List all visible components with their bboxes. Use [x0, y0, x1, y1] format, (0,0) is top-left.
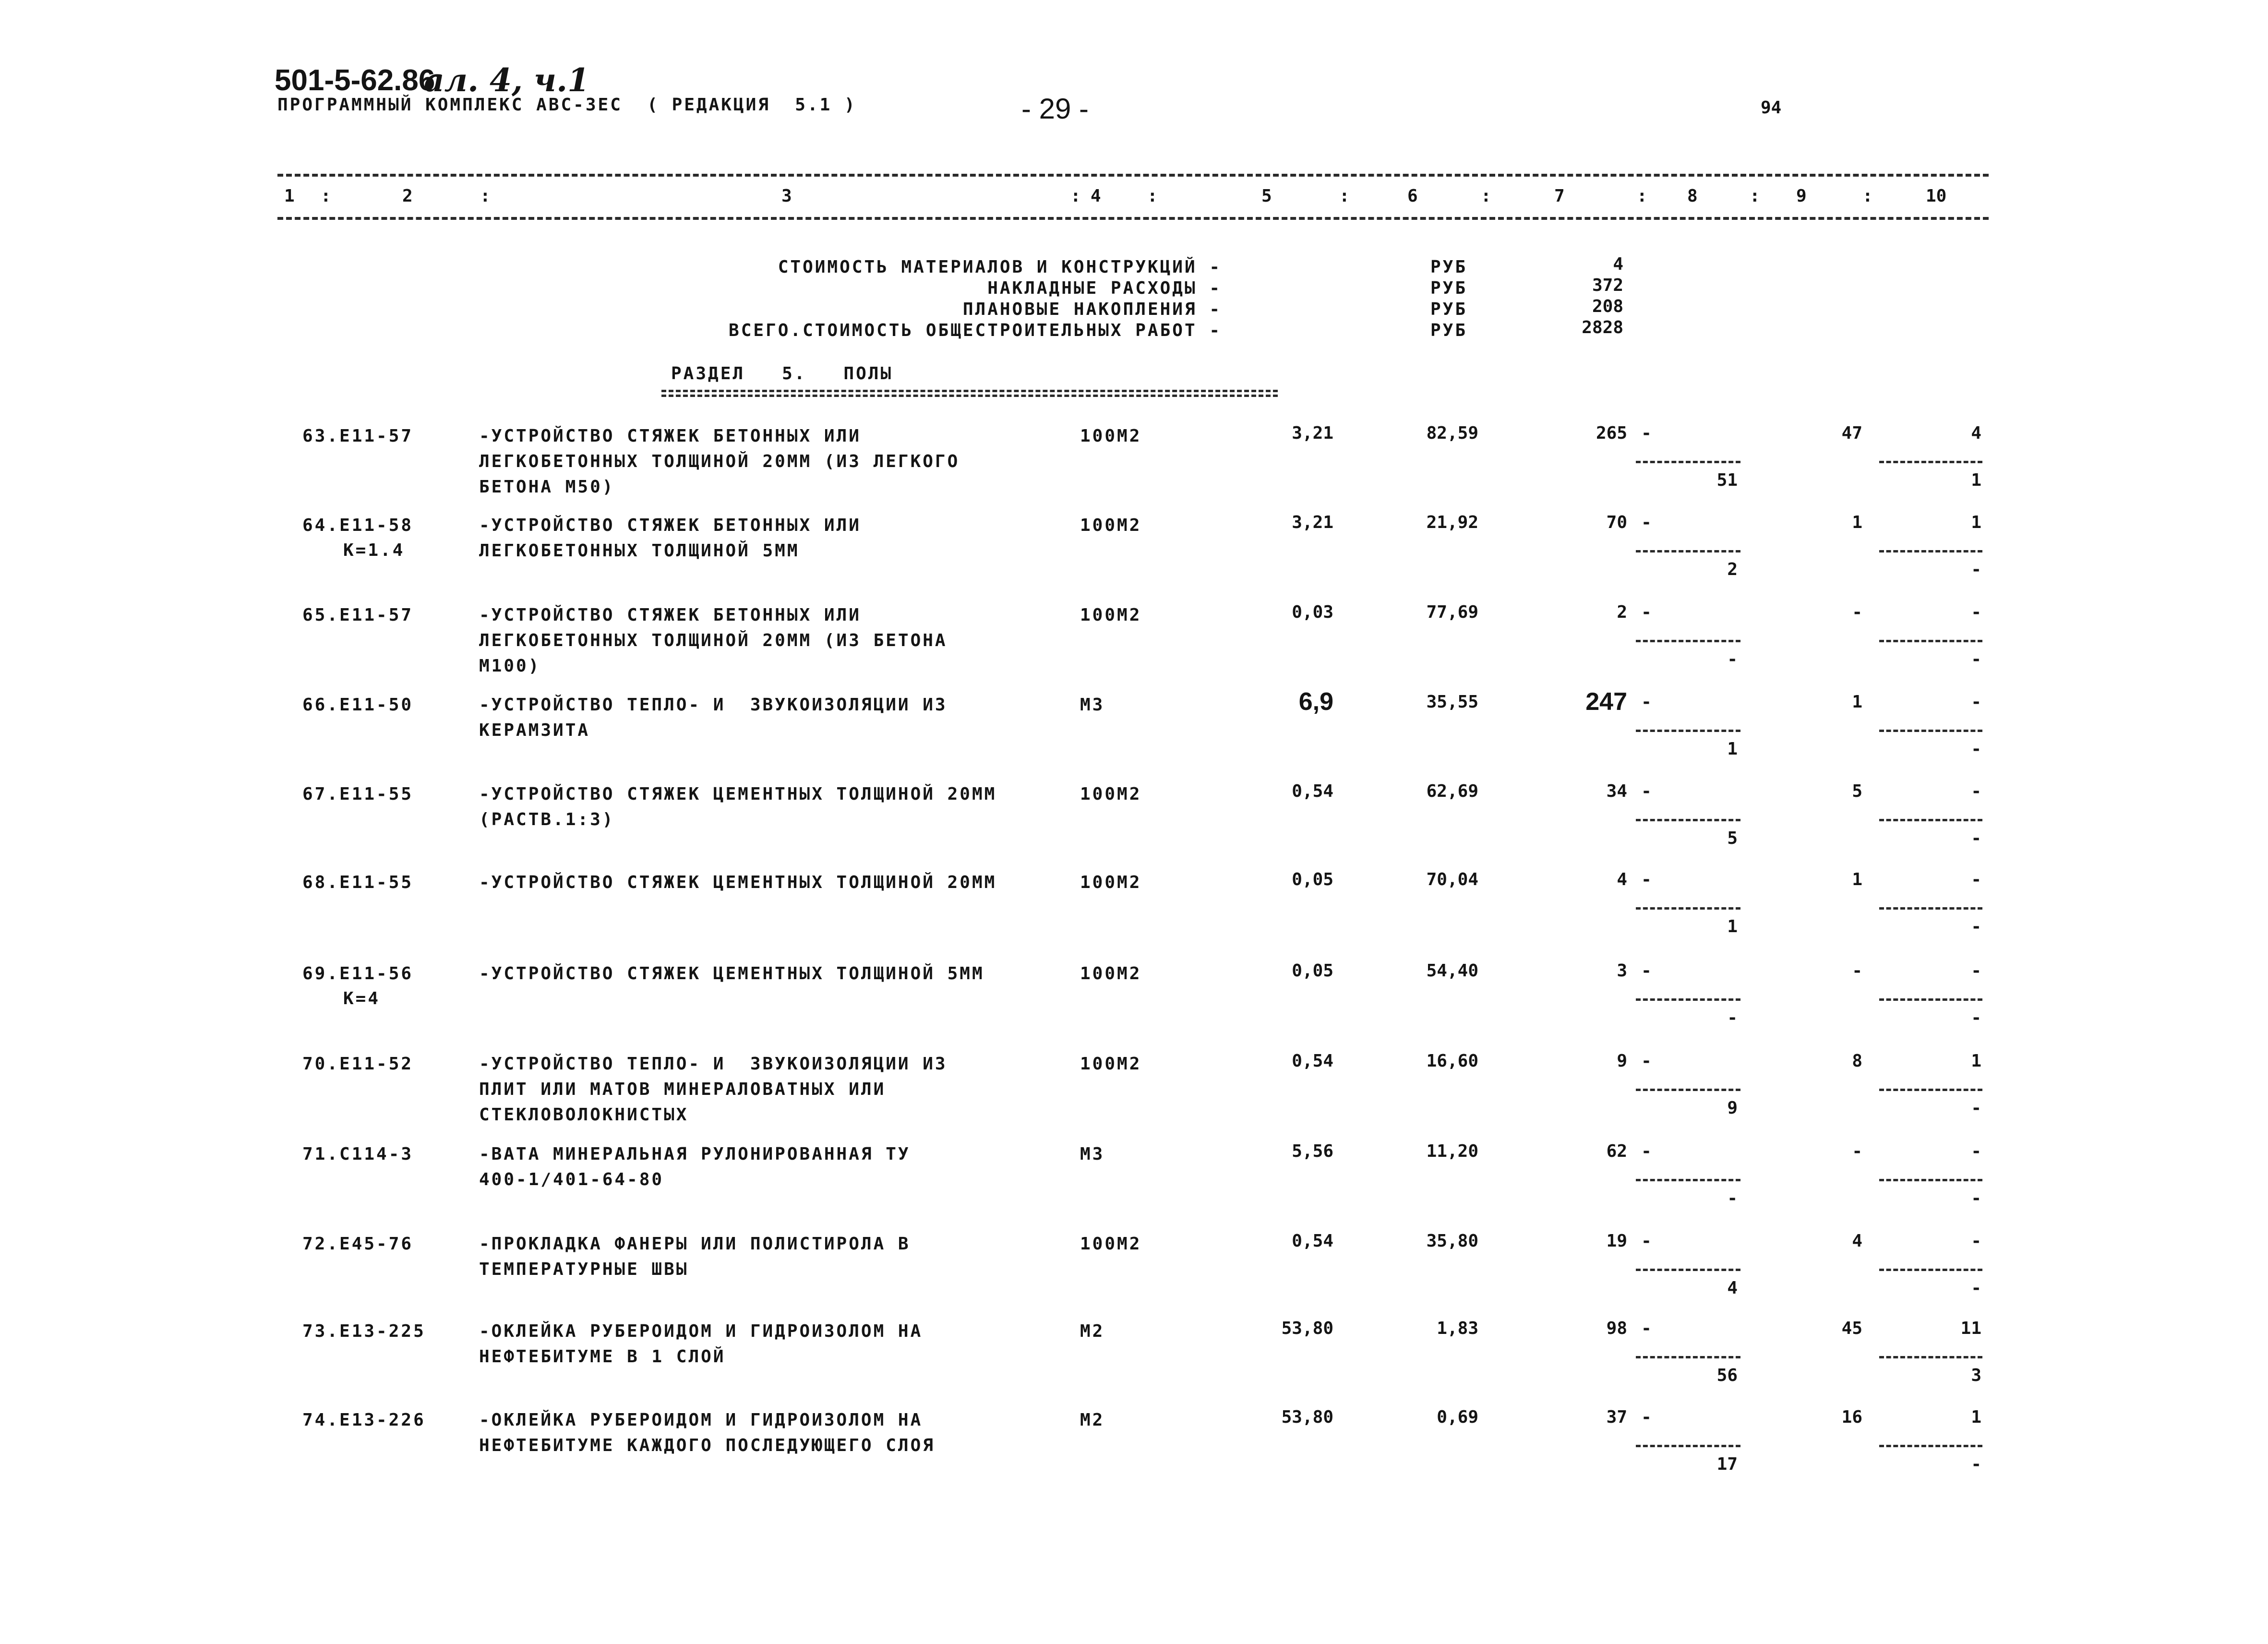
row-total: 34 — [1606, 781, 1627, 801]
row-quantity: 0,54 — [1292, 1051, 1333, 1071]
row-unit-price: 54,40 — [1426, 961, 1478, 981]
summary-label: НАКЛАДНЫЕ РАСХОДЫ - — [987, 278, 1222, 298]
row-col8-bottom: 56 — [1716, 1366, 1738, 1385]
row-col8-top: - — [1641, 1231, 1652, 1251]
row-total: 37 — [1606, 1407, 1627, 1427]
row-unit: 100М2 — [1080, 1234, 1142, 1254]
row-col9: - — [1852, 961, 1862, 981]
row-col10-top: - — [1971, 961, 1981, 981]
column-number: 8 — [1687, 186, 1698, 206]
row-code: 74.E13-226 — [302, 1410, 426, 1430]
row-col9: 5 — [1852, 781, 1862, 801]
fraction-line — [1879, 730, 1982, 732]
row-col8-top: - — [1641, 1051, 1652, 1071]
column-number: 2 — [402, 186, 413, 206]
row-col10-top: - — [1971, 1231, 1981, 1251]
row-coefficient: K=4 — [343, 989, 381, 1008]
column-separator: : — [1750, 186, 1760, 206]
column-number: 6 — [1407, 186, 1418, 206]
row-col8-top: - — [1641, 870, 1652, 889]
row-description: БЕТОНА М50) — [479, 477, 615, 497]
row-total: 4 — [1617, 870, 1627, 889]
row-total: 70 — [1606, 513, 1627, 532]
row-description: -УСТРОЙСТВО СТЯЖЕК ЦЕМЕНТНЫХ ТОЛЩИНОЙ 20ММ — [479, 784, 997, 804]
row-total: 9 — [1617, 1051, 1627, 1071]
row-col8-bottom: 17 — [1716, 1454, 1738, 1474]
column-separator: : — [1147, 186, 1158, 206]
row-code: 67.E11-55 — [302, 784, 414, 804]
column-number: 4 — [1091, 186, 1101, 206]
row-code: 63.E11-57 — [302, 426, 414, 446]
row-description: -ВАТА МИНЕРАЛЬНАЯ РУЛОНИРОВАННАЯ ТУ — [479, 1144, 911, 1164]
column-number: 9 — [1796, 186, 1807, 206]
summary-unit: РУБ — [1430, 278, 1468, 298]
row-code: 69.E11-56 — [302, 964, 414, 984]
fraction-line — [1879, 1179, 1982, 1181]
row-col9: 16 — [1841, 1407, 1862, 1427]
row-col9: 4 — [1852, 1231, 1862, 1251]
row-col10-top: 4 — [1971, 423, 1981, 443]
row-unit-price: 82,59 — [1426, 423, 1478, 443]
row-unit-price: 35,80 — [1426, 1231, 1478, 1251]
row-description: -ОКЛЕЙКА РУБЕРОИДОМ И ГИДРОИЗОЛОМ НА — [479, 1321, 923, 1341]
row-col9: 45 — [1841, 1319, 1862, 1338]
row-col10-bottom: - — [1971, 828, 1981, 848]
column-number: 3 — [781, 186, 792, 206]
row-unit-price: 0,69 — [1437, 1407, 1478, 1427]
row-total: 98 — [1606, 1319, 1627, 1338]
header-rule-bottom — [277, 217, 1989, 220]
row-description: -ПРОКЛАДКА ФАНЕРЫ ИЛИ ПОЛИСТИРОЛА В — [479, 1234, 911, 1254]
fraction-line — [1879, 1445, 1982, 1447]
row-description: -УСТРОЙСТВО СТЯЖЕК ЦЕМЕНТНЫХ ТОЛЩИНОЙ 20ММ — [479, 873, 997, 892]
row-unit-price: 1,83 — [1437, 1319, 1478, 1338]
fraction-line — [1879, 819, 1982, 821]
column-separator: : — [1862, 186, 1873, 206]
row-col9: 1 — [1852, 870, 1862, 889]
row-description: ЛЕГКОБЕТОННЫХ ТОЛЩИНОЙ 20ММ (ИЗ БЕТОНА — [479, 631, 948, 650]
row-col10-bottom: - — [1971, 1188, 1981, 1208]
row-unit-price: 21,92 — [1426, 513, 1478, 532]
fraction-line — [1636, 998, 1740, 1001]
row-description: НЕФТЕБИТУМЕ В 1 СЛОЙ — [479, 1347, 726, 1367]
row-quantity: 3,21 — [1292, 423, 1333, 443]
summary-label: ПЛАНОВЫЕ НАКОПЛЕНИЯ - — [962, 300, 1222, 319]
row-total: 62 — [1606, 1141, 1627, 1161]
fraction-line — [1636, 1089, 1740, 1091]
row-description: ПЛИТ ИЛИ МАТОВ МИНЕРАЛОВАТНЫХ ИЛИ — [479, 1080, 886, 1099]
row-col10-bottom: - — [1971, 917, 1981, 936]
row-col10-bottom: 3 — [1971, 1366, 1981, 1385]
row-col8-top: - — [1641, 961, 1652, 981]
row-col8-top: - — [1641, 1407, 1652, 1427]
row-col10-top: - — [1971, 781, 1981, 801]
section-underline-2 — [661, 395, 1278, 397]
row-col8-top: - — [1641, 692, 1652, 712]
row-col10-bottom: - — [1971, 649, 1981, 669]
fraction-line — [1636, 907, 1740, 910]
row-unit: 100М2 — [1080, 426, 1142, 446]
fraction-line — [1879, 907, 1982, 910]
row-col10-top: 11 — [1960, 1319, 1981, 1338]
row-coefficient: K=1.4 — [343, 540, 405, 560]
row-description: НЕФТЕБИТУМЕ КАЖДОГО ПОСЛЕДУЮЩЕГО СЛОЯ — [479, 1436, 935, 1455]
row-unit: М2 — [1080, 1410, 1105, 1430]
fraction-line — [1636, 640, 1740, 642]
row-unit-price: 11,20 — [1426, 1141, 1478, 1161]
fraction-line — [1879, 640, 1982, 642]
row-description: 400-1/401-64-80 — [479, 1170, 664, 1189]
fraction-line — [1879, 1269, 1982, 1271]
row-unit-price: 16,60 — [1426, 1051, 1478, 1071]
row-unit-price: 77,69 — [1426, 602, 1478, 622]
row-description: (РАСТВ.1:3) — [479, 810, 615, 829]
row-quantity: 0,54 — [1292, 1231, 1333, 1251]
row-description: -УСТРОЙСТВО ТЕПЛО- И ЗВУКОИЗОЛЯЦИИ ИЗ — [479, 695, 948, 715]
fraction-line — [1879, 461, 1982, 463]
fraction-line — [1636, 1269, 1740, 1271]
row-code: 64.E11-58 — [302, 516, 414, 535]
row-col10-bottom: - — [1971, 560, 1981, 579]
row-total: 19 — [1606, 1231, 1627, 1251]
row-quantity: 5,56 — [1292, 1141, 1333, 1161]
row-col10-bottom: 1 — [1971, 470, 1981, 490]
page-number: - 29 - — [1021, 93, 1089, 125]
row-quantity: 53,80 — [1281, 1407, 1333, 1427]
summary-value: 2828 — [1582, 318, 1623, 337]
row-col10-bottom: - — [1971, 1278, 1981, 1298]
row-col10-top: 1 — [1971, 513, 1981, 532]
row-col8-bottom: 51 — [1716, 470, 1738, 490]
row-total: 265 — [1596, 423, 1627, 443]
row-unit-price: 35,55 — [1426, 692, 1478, 712]
row-col9: 1 — [1852, 692, 1862, 712]
row-col10-top: - — [1971, 602, 1981, 622]
row-quantity: 53,80 — [1281, 1319, 1333, 1338]
row-code: 66.E11-50 — [302, 695, 414, 715]
row-col8-top: - — [1641, 781, 1652, 801]
row-unit: 100М2 — [1080, 964, 1142, 984]
row-col8-top: - — [1641, 513, 1652, 532]
fraction-line — [1636, 1445, 1740, 1447]
row-unit: М3 — [1080, 1144, 1105, 1164]
row-description: М100) — [479, 656, 541, 676]
row-total: 2 — [1617, 602, 1627, 622]
summary-unit: РУБ — [1430, 257, 1468, 277]
row-col10-top: - — [1971, 1141, 1981, 1161]
fraction-line — [1636, 730, 1740, 732]
column-number: 5 — [1261, 186, 1272, 206]
row-unit: 100М2 — [1080, 1054, 1142, 1074]
row-quantity: 3,21 — [1292, 513, 1333, 532]
row-description: -УСТРОЙСТВО СТЯЖЕК ЦЕМЕНТНЫХ ТОЛЩИНОЙ 5ММ — [479, 964, 984, 984]
row-col10-bottom: - — [1971, 1098, 1981, 1118]
row-col8-bottom: 2 — [1727, 560, 1738, 579]
row-col8-bottom: 9 — [1727, 1098, 1738, 1118]
summary-unit: РУБ — [1430, 321, 1468, 340]
row-unit-price: 62,69 — [1426, 781, 1478, 801]
column-separator: : — [480, 186, 491, 206]
row-quantity: 0,05 — [1292, 870, 1333, 889]
row-col8-bottom: 1 — [1727, 739, 1738, 759]
row-col10-bottom: - — [1971, 1454, 1981, 1474]
program-title: ПРОГРАММНЫЙ КОМПЛЕКС АВС-3ЕС ( РЕДАКЦИЯ 5.1 ) — [277, 95, 857, 115]
fraction-line — [1879, 1356, 1982, 1358]
row-col9: - — [1852, 602, 1862, 622]
fraction-line — [1879, 550, 1982, 552]
row-col8-top: - — [1641, 1141, 1652, 1161]
column-number: 1 — [284, 186, 295, 206]
row-col8-bottom: 5 — [1727, 828, 1738, 848]
row-col10-top: - — [1971, 870, 1981, 889]
row-unit: 100М2 — [1080, 873, 1142, 892]
header-rule-top — [277, 174, 1989, 177]
row-quantity: 6,9 — [1298, 688, 1333, 716]
row-col8-bottom: 1 — [1727, 917, 1738, 936]
row-description: -УСТРОЙСТВО СТЯЖЕК БЕТОННЫХ ИЛИ — [479, 516, 861, 535]
row-description: КЕРАМЗИТА — [479, 720, 590, 740]
row-total: 3 — [1617, 961, 1627, 981]
row-unit: 100М2 — [1080, 516, 1142, 535]
row-col8-bottom: 4 — [1727, 1278, 1738, 1298]
row-quantity: 0,54 — [1292, 781, 1333, 801]
row-col8-top: - — [1641, 423, 1652, 443]
section-title: РАЗДЕЛ 5. ПОЛЫ — [671, 364, 893, 384]
row-col8-top: - — [1641, 602, 1652, 622]
summary-label: ВСЕГО.СТОИМОСТЬ ОБЩЕСТРОИТЕЛЬНЫХ РАБОТ - — [729, 321, 1222, 340]
summary-label: СТОИМОСТЬ МАТЕРИАЛОВ И КОНСТРУКЦИЙ - — [778, 257, 1222, 277]
row-col10-bottom: - — [1971, 1008, 1981, 1028]
fraction-line — [1636, 819, 1740, 821]
row-quantity: 0,03 — [1292, 602, 1333, 622]
row-col8-bottom: - — [1727, 1188, 1738, 1208]
row-total: 247 — [1585, 688, 1627, 716]
row-code: 68.E11-55 — [302, 873, 414, 892]
row-description: -УСТРОЙСТВО СТЯЖЕК БЕТОННЫХ ИЛИ — [479, 426, 861, 446]
column-separator: : — [1339, 186, 1350, 206]
row-col9: - — [1852, 1141, 1862, 1161]
summary-unit: РУБ — [1430, 300, 1468, 319]
row-description: -УСТРОЙСТВО ТЕПЛО- И ЗВУКОИЗОЛЯЦИИ ИЗ — [479, 1054, 948, 1074]
row-col10-top: 1 — [1971, 1407, 1981, 1427]
sheet-number: 94 — [1761, 98, 1782, 118]
row-unit-price: 70,04 — [1426, 870, 1478, 889]
row-description: ЛЕГКОБЕТОННЫХ ТОЛЩИНОЙ 20ММ (ИЗ ЛЕГКОГО — [479, 452, 960, 471]
column-separator: : — [1481, 186, 1491, 206]
row-description: СТЕКЛОВОЛОКНИСТЫХ — [479, 1105, 689, 1125]
row-col8-top: - — [1641, 1319, 1652, 1338]
summary-value: 208 — [1592, 297, 1623, 316]
row-description: -УСТРОЙСТВО СТЯЖЕК БЕТОННЫХ ИЛИ — [479, 605, 861, 625]
section-underline — [661, 390, 1278, 392]
row-description: -ОКЛЕЙКА РУБЕРОИДОМ И ГИДРОИЗОЛОМ НА — [479, 1410, 923, 1430]
row-description: ЛЕГКОБЕТОННЫХ ТОЛЩИНОЙ 5ММ — [479, 541, 800, 561]
row-unit: 100М2 — [1080, 605, 1142, 625]
summary-value: 4 — [1613, 254, 1623, 274]
row-col10-top: - — [1971, 692, 1981, 712]
row-unit: М2 — [1080, 1321, 1105, 1341]
row-col10-top: 1 — [1971, 1051, 1981, 1071]
column-separator: : — [1637, 186, 1647, 206]
row-quantity: 0,05 — [1292, 961, 1333, 981]
handwritten-note: ал. 4, ч.1 — [424, 61, 589, 99]
column-separator: : — [321, 186, 331, 206]
fraction-line — [1879, 998, 1982, 1001]
column-separator: : — [1070, 186, 1081, 206]
row-unit: 100М2 — [1080, 784, 1142, 804]
document-code: 501-5-62.86 — [275, 64, 435, 97]
row-description: ТЕМПЕРАТУРНЫЕ ШВЫ — [479, 1260, 689, 1279]
summary-value: 372 — [1592, 276, 1623, 295]
fraction-line — [1636, 1356, 1740, 1358]
row-code: 70.E11-52 — [302, 1054, 414, 1074]
row-col8-bottom: - — [1727, 649, 1738, 669]
row-code: 73.E13-225 — [302, 1321, 426, 1341]
row-col8-bottom: - — [1727, 1008, 1738, 1028]
row-col10-bottom: - — [1971, 739, 1981, 759]
column-number: 10 — [1926, 186, 1947, 206]
fraction-line — [1879, 1089, 1982, 1091]
row-code: 72.E45-76 — [302, 1234, 414, 1254]
row-col9: 47 — [1841, 423, 1862, 443]
fraction-line — [1636, 550, 1740, 552]
row-code: 71.C114-3 — [302, 1144, 414, 1164]
row-col9: 1 — [1852, 513, 1862, 532]
column-number: 7 — [1554, 186, 1565, 206]
row-unit: М3 — [1080, 695, 1105, 715]
fraction-line — [1636, 1179, 1740, 1181]
row-col9: 8 — [1852, 1051, 1862, 1071]
fraction-line — [1636, 461, 1740, 463]
row-code: 65.E11-57 — [302, 605, 414, 625]
